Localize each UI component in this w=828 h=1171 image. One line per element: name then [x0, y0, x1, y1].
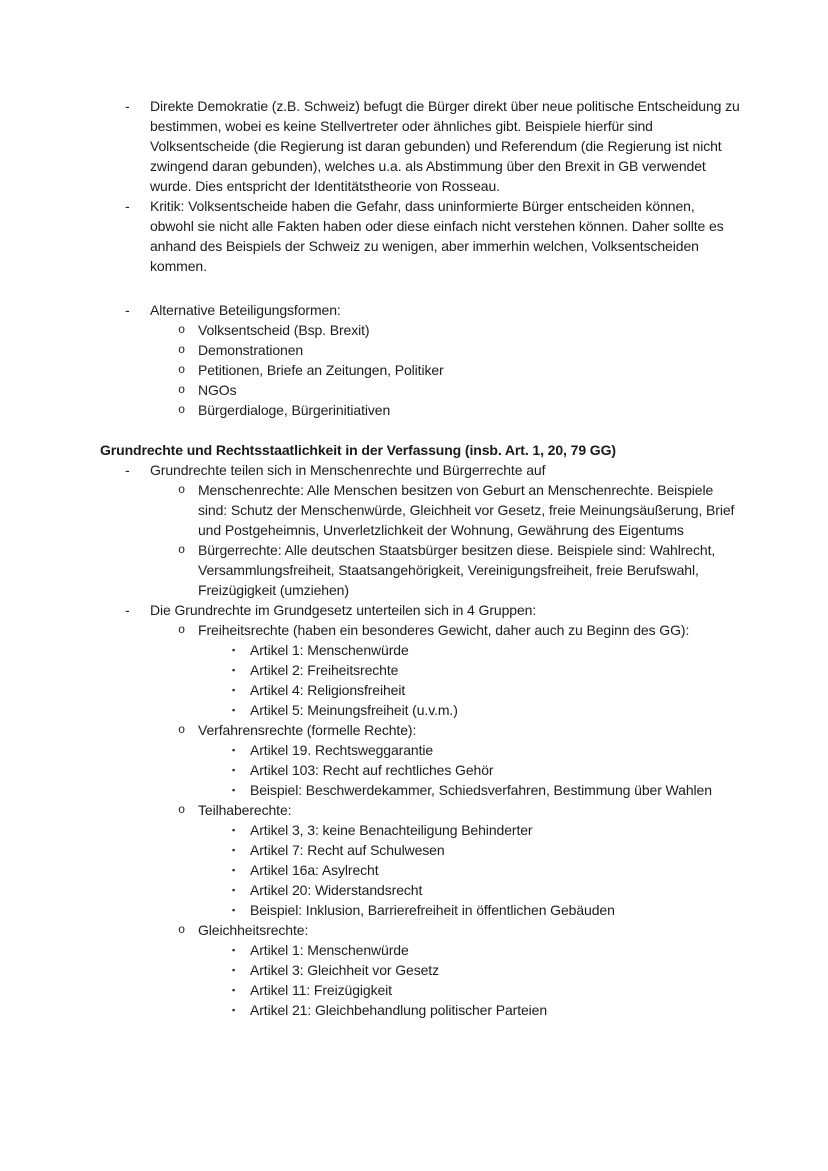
list-item-li3	[232, 840, 740, 860]
list-item-text: Artikel 5: Meinungsfreiheit (u.v.m.)	[250, 702, 458, 718]
list-item-text: Artikel 7: Recht auf Schulwesen	[250, 842, 445, 858]
list-item-text: Artikel 19. Rechtsweggarantie	[250, 742, 434, 758]
circle-bullet-icon: o	[178, 323, 186, 337]
list-item-text: Freiheitsrechte (haben ein besonderes Gewicht, daher auch zu Beginn des GG):	[198, 622, 690, 638]
list-item-li3	[232, 820, 740, 840]
list-item-text: Gleichheitsrechte:	[198, 922, 309, 938]
list-item-li3	[232, 960, 740, 980]
dash-bullet-icon: -	[125, 302, 130, 318]
list-item-li3	[232, 880, 740, 900]
square-bullet-icon: ▪	[232, 745, 236, 755]
circle-bullet-icon: o	[178, 363, 186, 377]
list-item-li2	[178, 340, 740, 360]
list-item-text: Verfahrensrechte (formelle Rechte):	[198, 722, 417, 738]
list-item-li1	[125, 460, 740, 480]
list-item-text: Artikel 1: Menschenwürde	[250, 942, 409, 958]
list-item-li1	[125, 96, 740, 196]
square-bullet-icon: ▪	[232, 765, 236, 775]
list-item-text: Artikel 3: Gleichheit vor Gesetz	[250, 962, 439, 978]
list-item-text: Direkte Demokratie (z.B. Schweiz) befugt die Bürger direkt über neue politische Entscheidung zu bestimmen, wobei es keine Stellvertreter oder ähnliches gibt. Beispiele hierfür sind Volksentscheide (die Regierung ist daran gebunden) und Referendum (die Regierung ist nicht zwingend daran gebunden), welches u.a. als Abstimmung über den Brexit in GB verwendet wurde. Dies entspricht der Identitätstheorie von Rosseau.	[150, 98, 740, 194]
section-heading: Grundrechte und Rechtsstaatlichkeit in der Verfassung (insb. Art. 1, 20, 79 GG)	[100, 442, 616, 458]
list-item-li3	[232, 680, 740, 700]
circle-bullet-icon: o	[178, 803, 186, 817]
list-item-li3	[232, 860, 740, 880]
dash-bullet-icon: -	[125, 98, 130, 114]
circle-bullet-icon: o	[178, 923, 186, 937]
list-item-li2	[178, 920, 740, 940]
circle-bullet-icon: o	[178, 543, 186, 557]
list-item-li2	[178, 480, 740, 540]
list-item-li1	[125, 300, 740, 320]
list-item-text: Volksentscheid (Bsp. Brexit)	[198, 322, 370, 338]
list-item-li3	[232, 780, 740, 800]
square-bullet-icon: ▪	[232, 705, 236, 715]
list-item-li2	[178, 360, 740, 380]
square-bullet-icon: ▪	[232, 785, 236, 795]
list-item-text: Menschenrechte: Alle Menschen besitzen von Geburt an Menschenrechte. Beispiele sind: Schutz der Menschenwürde, Gleichheit vor Gesetz, freie Meinungsäußerung, Brief und Postgeheimnis, Unverletzlichkeit der Wohnung, Gewährung des Eigentums	[198, 482, 735, 538]
blank-line	[100, 276, 740, 300]
list-item-li1	[125, 196, 740, 276]
square-bullet-icon: ▪	[232, 665, 236, 675]
list-item-li2	[178, 320, 740, 340]
list-item-text: Artikel 1: Menschenwürde	[250, 642, 409, 658]
list-item-text: Petitionen, Briefe an Zeitungen, Politiker	[198, 362, 444, 378]
list-item-text: Kritik: Volksentscheide haben die Gefahr, dass uninformierte Bürger entscheiden können, obwohl sie nicht alle Fakten haben oder diese einfach nicht verstehen können. Daher sollte es anhand des Beispiels der Schweiz zu wenigen, aber immerhin welchen, Volksentscheiden kommen.	[150, 198, 724, 274]
square-bullet-icon: ▪	[232, 945, 236, 955]
list-item-li3	[232, 640, 740, 660]
list-item-li3	[232, 660, 740, 680]
list-item-li2	[178, 400, 740, 420]
list-item-text: Artikel 11: Freizügigkeit	[250, 982, 392, 998]
circle-bullet-icon: o	[178, 343, 186, 357]
circle-bullet-icon: o	[178, 483, 186, 497]
circle-bullet-icon: o	[178, 623, 186, 637]
list-item-text: Die Grundrechte im Grundgesetz unterteilen sich in 4 Gruppen:	[150, 602, 537, 618]
dash-bullet-icon: -	[125, 462, 130, 478]
square-bullet-icon: ▪	[232, 825, 236, 835]
list-item-text: Bürgerdialoge, Bürgerinitiativen	[198, 402, 391, 418]
list-item-li1	[125, 600, 740, 620]
list-item-text: Bürgerrechte: Alle deutschen Staatsbürger besitzen diese. Beispiele sind: Wahlrecht, Versammlungsfreiheit, Staatsangehörigkeit, Vereinigungsfreiheit, freie Berufswahl, Freizügigkeit (umziehen)	[198, 542, 716, 598]
square-bullet-icon: ▪	[232, 865, 236, 875]
square-bullet-icon: ▪	[232, 885, 236, 895]
list-item-li3	[232, 760, 740, 780]
list-item-li2	[178, 800, 740, 820]
square-bullet-icon: ▪	[232, 845, 236, 855]
list-item-li3	[232, 980, 740, 1000]
list-item-li2	[178, 720, 740, 740]
list-item-text: Artikel 3, 3: keine Benachteiligung Behinderter	[250, 822, 533, 838]
list-item-li2	[178, 380, 740, 400]
dash-bullet-icon: -	[125, 602, 130, 618]
document-page	[100, 96, 740, 1020]
list-item-text: Beispiel: Beschwerdekammer, Schiedsverfahren, Bestimmung über Wahlen	[250, 782, 712, 798]
list-item-text: Demonstrationen	[198, 342, 304, 358]
list-item-text: Grundrechte teilen sich in Menschenrechte und Bürgerrechte auf	[150, 462, 546, 478]
square-bullet-icon: ▪	[232, 685, 236, 695]
list-item-text: Artikel 21: Gleichbehandlung politischer Parteien	[250, 1002, 548, 1018]
dash-bullet-icon: -	[125, 198, 130, 214]
list-item-text: Teilhaberechte:	[198, 802, 292, 818]
circle-bullet-icon: o	[178, 403, 186, 417]
square-bullet-icon: ▪	[232, 905, 236, 915]
list-item-text: Beispiel: Inklusion, Barrierefreiheit in öffentlichen Gebäuden	[250, 902, 615, 918]
list-item-text: Artikel 103: Recht auf rechtliches Gehör	[250, 762, 494, 778]
list-item-li3	[232, 900, 740, 920]
list-item-text: Artikel 4: Religionsfreiheit	[250, 682, 406, 698]
circle-bullet-icon: o	[178, 723, 186, 737]
list-item-text: Alternative Beteiligungsformen:	[150, 302, 341, 318]
circle-bullet-icon: o	[178, 383, 186, 397]
list-item-li2	[178, 540, 740, 600]
list-item-li3	[232, 740, 740, 760]
list-item-li3	[232, 1000, 740, 1020]
square-bullet-icon: ▪	[232, 985, 236, 995]
list-item-li2	[178, 620, 740, 640]
list-item-text: NGOs	[198, 382, 237, 398]
square-bullet-icon: ▪	[232, 1005, 236, 1015]
square-bullet-icon: ▪	[232, 965, 236, 975]
list-item-text: Artikel 2: Freiheitsrechte	[250, 662, 399, 678]
square-bullet-icon: ▪	[232, 645, 236, 655]
list-item-text: Artikel 20: Widerstandsrecht	[250, 882, 423, 898]
list-item-li3	[232, 700, 740, 720]
list-item-li3	[232, 940, 740, 960]
list-item-text: Artikel 16a: Asylrecht	[250, 862, 379, 878]
